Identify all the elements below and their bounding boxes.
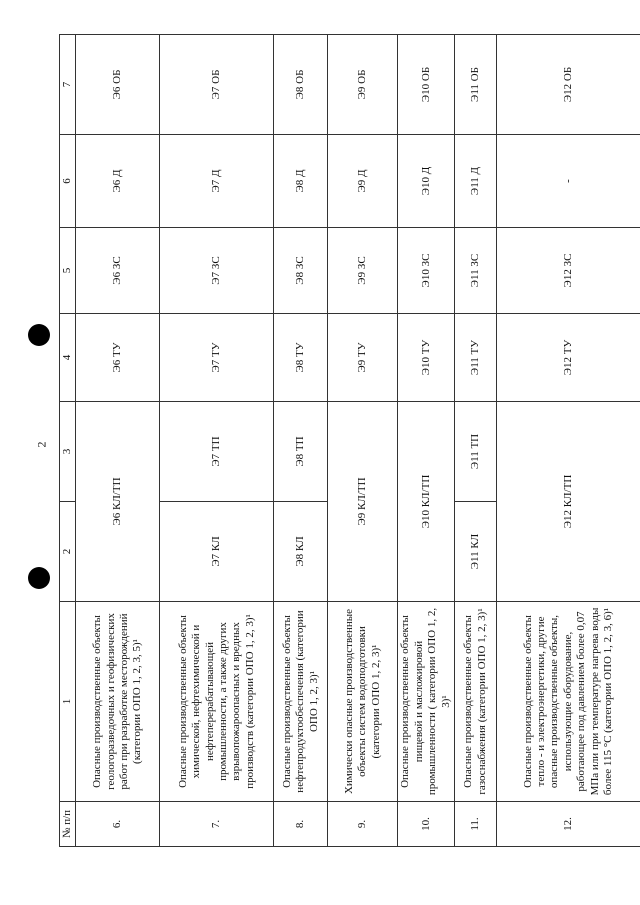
ty-code: Э6 ТУ	[76, 314, 160, 402]
tp-code: Э7 ТП	[160, 402, 274, 502]
table-row	[274, 35, 328, 847]
ty-code: Э11 ТУ	[455, 314, 497, 402]
d-code: Э7 Д	[160, 135, 274, 228]
ty-code: Э10 ТУ	[398, 314, 455, 402]
row-number: 6.	[76, 802, 160, 847]
ob-code: Э6 ОБ	[76, 35, 160, 135]
punch-hole-top	[28, 324, 50, 346]
d-code: Э6 Д	[76, 135, 160, 228]
ty-code: Э9 ТУ	[328, 314, 398, 402]
d-code: -	[497, 135, 640, 228]
row-number: 9.	[328, 802, 398, 847]
d-code: Э9 Д	[328, 135, 398, 228]
header-cell: 4	[60, 314, 76, 402]
page-number: 2	[34, 441, 49, 448]
ty-code: Э8 ТУ	[274, 314, 328, 402]
ob-code: Э7 ОБ	[160, 35, 274, 135]
row-number: 10.	[398, 802, 455, 847]
kl-tp-code: Э12 КЛ/ТП	[497, 402, 640, 602]
table-header-row	[60, 35, 76, 847]
zs-code: Э12 ЗС	[497, 228, 640, 314]
object-description: Опасные производственные объекты геологоразведочных и геофизических работ при разработке месторождений (категории ОПО 1, 2, 3, 5)¹	[76, 602, 160, 802]
ty-code: Э7 ТУ	[160, 314, 274, 402]
tp-code: Э8 ТП	[274, 402, 328, 502]
zs-code: Э8 ЗС	[274, 228, 328, 314]
object-description: Опасные производственные объекты тепло - и электроэнергетики, другие опасные производственные объекты, использующие оборудование, работающее под давлением более 0,07 МПа или при температуре нагрева воды более 115 °С (категории ОПО 1, 2, 3, 6)¹	[497, 602, 640, 802]
table-row	[497, 35, 640, 847]
ob-code: Э9 ОБ	[328, 35, 398, 135]
table-row	[328, 35, 398, 847]
ob-code: Э8 ОБ	[274, 35, 328, 135]
zs-code: Э6 ЗС	[76, 228, 160, 314]
tp-code: Э11 ТП	[455, 402, 497, 502]
row-number: 7.	[160, 802, 274, 847]
ob-code: Э12 ОБ	[497, 35, 640, 135]
row-number: 8.	[274, 802, 328, 847]
object-description: Опасные производственные объекты газоснабжения (категории ОПО 1, 2, 3)¹	[455, 602, 497, 802]
ob-code: Э11 ОБ	[455, 35, 497, 135]
header-cell: 5	[60, 228, 76, 314]
object-description: Опасные производственные объекты пищевой и масложировой промышленности ( категории ОПО 1, 2, 3)¹	[398, 602, 455, 802]
row-number: 11.	[455, 802, 497, 847]
kl-code: Э8 КЛ	[274, 502, 328, 602]
header-cell: 6	[60, 135, 76, 228]
ob-code: Э10 ОБ	[398, 35, 455, 135]
row-number: 12.	[497, 802, 640, 847]
zs-code: Э7 ЗС	[160, 228, 274, 314]
kl-code: Э11 КЛ	[455, 502, 497, 602]
object-description: Опасные производственные объекты химической, нефтехимической и нефтеперерабатывающей промышленности, а также других взрывопожароопасных и вредных производств (категории ОПО 1, 2, 3)¹	[160, 602, 274, 802]
d-code: Э11 Д	[455, 135, 497, 228]
table-row	[160, 35, 274, 847]
table-row	[76, 35, 160, 847]
kl-tp-code: Э6 КЛ/ТП	[76, 402, 160, 602]
punch-hole-bottom	[28, 567, 50, 589]
d-code: Э10 Д	[398, 135, 455, 228]
object-description: Опасные производственные объекты нефтепродуктообеспечения (категории ОПО 1, 2, 3)¹	[274, 602, 328, 802]
d-code: Э8 Д	[274, 135, 328, 228]
ty-code: Э12 ТУ	[497, 314, 640, 402]
zs-code: Э11 ЗС	[455, 228, 497, 314]
kl-tp-code: Э10 КЛ/ТП	[398, 402, 455, 602]
registry-table	[59, 34, 640, 847]
rotated-table-frame	[59, 35, 629, 847]
object-description: Химически опасные производственные объекты систем водоподготовки (категории ОПО 1, 2, 3)¹	[328, 602, 398, 802]
header-cell: 3	[60, 402, 76, 502]
zs-code: Э10 ЗС	[398, 228, 455, 314]
header-cell: 2	[60, 502, 76, 602]
zs-code: Э9 ЗС	[328, 228, 398, 314]
table-row	[455, 35, 497, 847]
kl-code: Э7 КЛ	[160, 502, 274, 602]
header-cell: 1	[60, 602, 76, 802]
header-cell: № п/п	[60, 802, 76, 847]
header-cell: 7	[60, 35, 76, 135]
table-row	[398, 35, 455, 847]
kl-tp-code: Э9 КЛ/ТП	[328, 402, 398, 602]
